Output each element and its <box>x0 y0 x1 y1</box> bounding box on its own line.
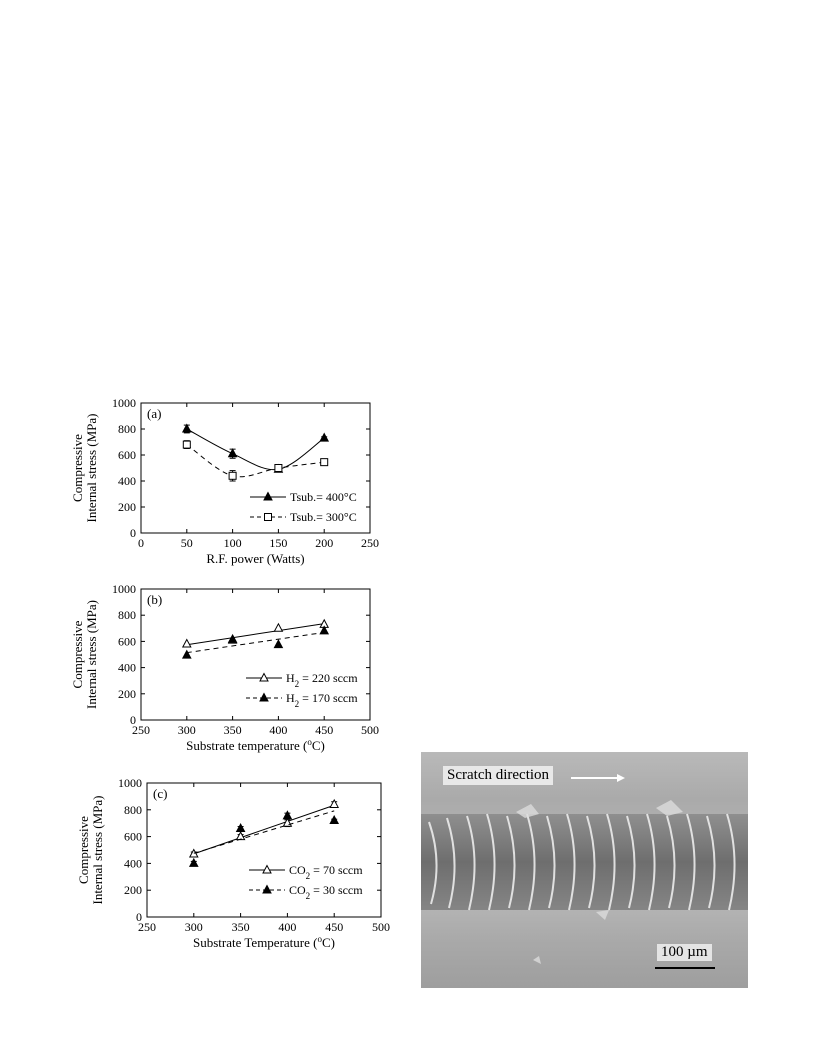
x-tick-label: 250 <box>361 536 379 550</box>
data-point <box>275 465 282 472</box>
x-tick-label: 500 <box>372 920 390 934</box>
legend-label: $CO_2 = 30$ sccm <box>289 883 363 901</box>
scale-bar-label: 100 µm <box>657 944 712 961</box>
trend-line <box>187 632 324 652</box>
data-point <box>229 472 236 479</box>
legend-label: $H_2 = 170$ sccm <box>286 691 358 709</box>
legend-marker <box>263 866 271 874</box>
trend-line <box>194 811 334 853</box>
panel-label: (c) <box>153 786 168 801</box>
x-axis-label: Substrate Temperature ($^o$C) <box>193 934 335 950</box>
chart-panel-c <box>76 776 390 950</box>
y-tick-label: 400 <box>118 660 136 675</box>
x-tick-label: 50 <box>180 536 193 550</box>
data-point <box>237 832 245 840</box>
sem-micrograph <box>421 752 748 988</box>
direction-arrow-head <box>617 774 625 782</box>
data-point <box>190 859 198 867</box>
y-tick-label: 400 <box>118 474 136 488</box>
data-point <box>330 816 338 824</box>
data-point <box>274 640 282 648</box>
chart-panel-b <box>70 582 379 753</box>
x-tick-label: 300 <box>177 723 196 737</box>
y-tick-label: 600 <box>118 634 136 649</box>
series-1 <box>183 620 358 689</box>
legend-marker <box>263 886 271 894</box>
x-tick-label: 450 <box>325 920 344 934</box>
y-tick-label: 600 <box>118 448 136 462</box>
series-1 <box>190 800 363 881</box>
y-axis-label: CompressiveInternal stress (MPa) <box>70 413 99 523</box>
x-axis-label: Substrate temperature ($^o$C) <box>186 737 325 753</box>
x-tick-label: 0 <box>138 536 144 550</box>
x-tick-label: 350 <box>223 723 242 737</box>
legend-label: Tsub.= 400°C <box>290 490 357 504</box>
x-tick-label: 450 <box>315 723 334 737</box>
trend-line <box>187 445 324 477</box>
trend-line <box>187 624 324 645</box>
y-tick-label: 0 <box>130 713 136 727</box>
chart-panel-a <box>70 396 379 566</box>
y-tick-label: 0 <box>136 910 142 924</box>
x-tick-label: 150 <box>269 536 288 550</box>
series-2 <box>183 626 358 709</box>
x-tick-label: 250 <box>138 920 156 934</box>
trend-line <box>187 429 324 470</box>
y-tick-label: 400 <box>124 856 142 871</box>
y-tick-label: 800 <box>118 422 136 436</box>
data-point <box>183 640 191 648</box>
scratch-direction-label: Scratch direction <box>443 766 553 785</box>
x-tick-label: 400 <box>278 920 297 934</box>
data-point <box>229 635 237 643</box>
data-point <box>183 441 190 448</box>
x-tick-label: 300 <box>184 920 203 934</box>
series-2 <box>190 811 363 901</box>
x-tick-label: 100 <box>223 536 242 550</box>
data-point <box>283 811 291 819</box>
x-axis-label: R.F. power (Watts) <box>206 551 305 566</box>
y-tick-label: 800 <box>118 608 136 623</box>
legend-label: $H_2 = 220$ sccm <box>286 671 358 689</box>
y-tick-label: 200 <box>124 883 142 898</box>
data-point <box>183 425 191 433</box>
data-point <box>320 434 328 442</box>
series-1 <box>183 425 357 505</box>
series-2 <box>183 441 356 524</box>
legend-marker <box>264 493 272 501</box>
panel-label: (a) <box>147 406 162 421</box>
x-tick-label: 250 <box>132 723 150 737</box>
y-tick-label: 800 <box>124 802 142 817</box>
y-tick-label: 0 <box>130 526 136 540</box>
data-point <box>330 800 338 808</box>
legend-marker <box>265 514 272 521</box>
x-tick-label: 400 <box>269 723 288 737</box>
y-tick-label: 1000 <box>112 582 136 596</box>
legend-marker <box>260 694 268 702</box>
y-tick-label: 200 <box>118 500 136 514</box>
y-tick-label: 600 <box>124 829 142 844</box>
y-tick-label: 1000 <box>118 776 142 790</box>
y-axis-label: CompressiveInternal stress (MPa) <box>70 599 99 710</box>
panel-label: (b) <box>147 592 163 607</box>
data-point <box>274 624 282 632</box>
x-tick-label: 200 <box>315 536 334 550</box>
legend-marker <box>260 674 268 682</box>
legend-label: Tsub.= 300°C <box>290 510 357 524</box>
y-tick-label: 200 <box>118 686 136 701</box>
x-tick-label: 500 <box>361 723 379 737</box>
legend-label: $CO_2 = 70$ sccm <box>289 863 363 881</box>
y-axis-label: CompressiveInternal stress (MPa) <box>76 795 105 905</box>
data-point <box>237 824 245 832</box>
x-tick-label: 350 <box>231 920 250 934</box>
y-tick-label: 1000 <box>112 396 136 410</box>
data-point <box>321 459 328 466</box>
